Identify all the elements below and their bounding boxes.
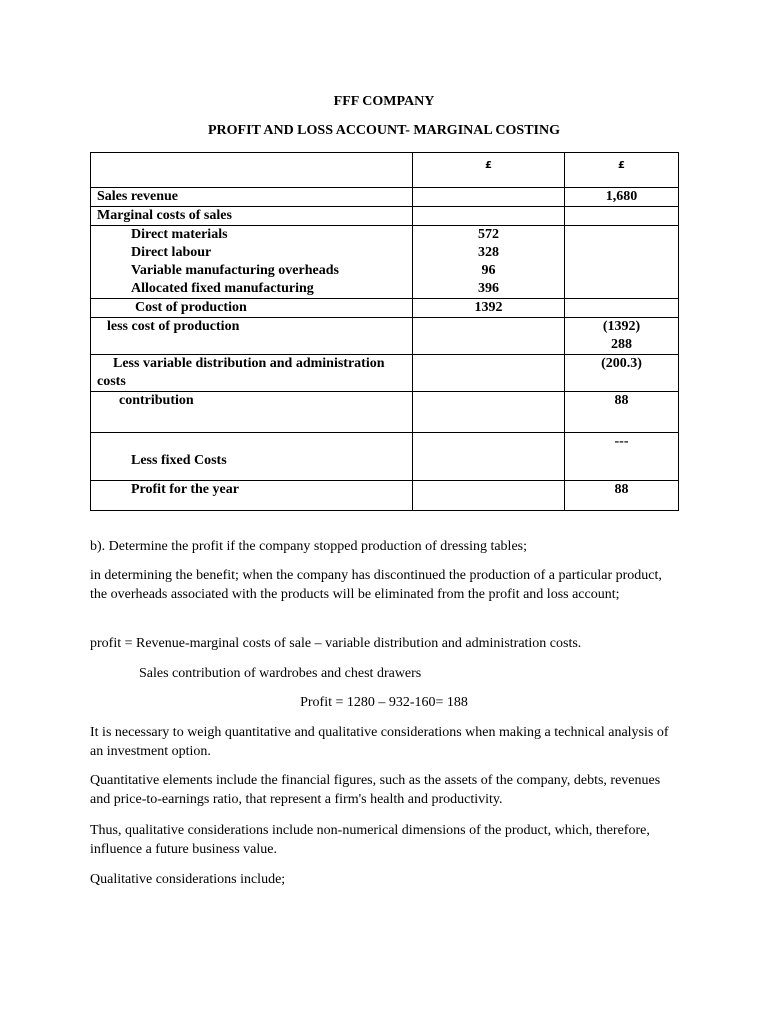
currency-header-col3: £ (565, 153, 679, 188)
row-label: Variable manufacturing overheads (131, 263, 339, 278)
paragraph-considerations: It is necessary to weigh quantitative and qualitative considerations when making a technical analysis of an investment option. (90, 725, 669, 759)
row-label-text: Less fixed Costs (131, 453, 227, 468)
row-label (91, 355, 413, 392)
row-value-group-col3 (565, 226, 679, 299)
table-row (91, 318, 679, 355)
row-label: Direct labour (131, 245, 212, 260)
paragraph-profit-calculation: Profit = 1280 – 932-160= 188 (300, 695, 468, 710)
row-value-col2: 96 (481, 263, 496, 278)
profit-loss-table (90, 152, 679, 511)
row-value-col2 (413, 318, 565, 355)
row-value-col2 (413, 481, 565, 511)
row-label: less cost of production (91, 318, 413, 355)
row-value-line: 288 (611, 337, 632, 352)
row-label: Sales revenue (91, 188, 413, 207)
row-value-col2 (413, 355, 565, 392)
table-row (91, 188, 679, 207)
row-value-line: (1392) (602, 319, 641, 334)
row-label: Cost of production (91, 299, 413, 318)
paragraph-benefit: in determining the benefit; when the company has discontinued the production of a particular product, the overheads associated with the products will be eliminated from the profit and loss account; (90, 568, 662, 602)
row-value-col3 (565, 318, 679, 355)
row-value-col2 (413, 392, 565, 433)
row-label: Marginal costs of sales (91, 207, 413, 226)
row-label: Profit for the year (91, 481, 413, 511)
row-value-col2: 396 (478, 281, 499, 296)
row-value-col3 (565, 207, 679, 226)
paragraph-qualitative: Thus, qualitative considerations include non-numerical dimensions of the product, which, therefore, influence a future business value. (90, 823, 650, 857)
table-row (91, 392, 679, 433)
row-value-col3: (200.3) (565, 355, 679, 392)
company-name: FFF COMPANY (333, 94, 435, 109)
row-label: Direct materials (131, 227, 228, 242)
row-value-col2: 572 (478, 227, 499, 242)
currency-header-col2: £ (413, 153, 565, 188)
table-row-group-costs (91, 226, 679, 299)
table-header-row (91, 153, 679, 188)
row-value-col2 (413, 207, 565, 226)
table-row (91, 433, 679, 481)
row-value-col3: 88 (565, 392, 679, 433)
row-value-col2 (413, 433, 565, 481)
row-value-col3: 1,680 (565, 188, 679, 207)
row-value-col3: --- (565, 433, 679, 481)
report-title: PROFIT AND LOSS ACCOUNT- MARGINAL COSTING (207, 123, 560, 138)
table-row (91, 207, 679, 226)
table-row (91, 355, 679, 392)
paragraph-sales-contribution: Sales contribution of wardrobes and chest drawers (139, 666, 422, 681)
row-value-col2: 328 (478, 245, 499, 260)
row-label-text: Less variable distribution and administration costs (97, 356, 385, 389)
row-label (91, 433, 413, 481)
table-header-label-cell (91, 153, 413, 188)
paragraph-qualitative-include: Qualitative considerations include; (90, 872, 286, 887)
paragraph-quantitative: Quantitative elements include the financial figures, such as the assets of the company, debts, revenues and price-to-earnings ratio, that represent a firm's health and productivity. (90, 773, 661, 807)
table-row (91, 299, 679, 318)
paragraph-question-b: b). Determine the profit if the company stopped production of dressing tables; (90, 539, 528, 554)
row-value-col3 (565, 299, 679, 318)
row-value-col3: 88 (565, 481, 679, 511)
row-label: Allocated fixed manufacturing (131, 281, 314, 296)
row-value-col2: 1392 (413, 299, 565, 318)
row-value-col2 (413, 188, 565, 207)
paragraph-profit-formula: profit = Revenue-marginal costs of sale – variable distribution and administration costs. (90, 636, 582, 651)
row-label: contribution (91, 392, 413, 433)
row-label-group (91, 226, 413, 299)
table-row (91, 481, 679, 511)
row-value-group-col2 (413, 226, 565, 299)
